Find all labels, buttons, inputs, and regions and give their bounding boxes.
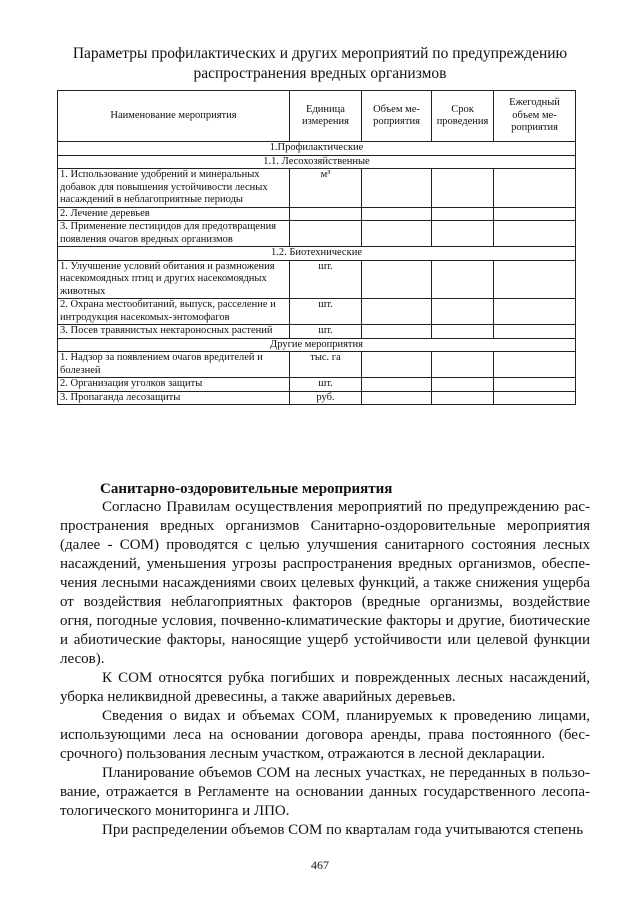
row-unit: шт. (290, 325, 362, 339)
header-annual-volume: Ежегодный объем мероприятия (494, 91, 576, 142)
row-unit: руб. (290, 391, 362, 405)
header-volume: Объем мероприятия (362, 91, 432, 142)
row-name: 1. Надзор за появлением очагов вредителей и болезней (58, 352, 290, 378)
subsection-row: 1.1. Лесохозяйственные (58, 155, 576, 169)
page-number: 467 (311, 858, 329, 872)
row-unit: шт. (290, 299, 362, 325)
table-title (40, 44, 600, 84)
parameters-table (57, 90, 576, 405)
paragraph: Сведения о видах и объемах СОМ, планируемых к проведению лицами, использующими леса на основании договора аренды, права постоянного (бессрочного) пользования лесным участком, отражаются в лесной декларации. (60, 708, 590, 762)
paragraph: Планирование объемов СОМ на лесных участках, не переданных в пользование, отражается в Регламенте на основании данных государственного лесопатологического мониторинга и ЛПО. (60, 765, 590, 819)
row-name: 3. Посев травянистых нектароносных растений (58, 325, 290, 339)
table-row (58, 352, 576, 378)
title-line-1: Параметры профилактических и других мероприятий по предупреждению (72, 45, 568, 62)
table-header-row (58, 91, 576, 142)
row-unit: м³ (290, 169, 362, 208)
header-name: Наименование мероприятия (58, 91, 290, 142)
row-unit: шт. (290, 378, 362, 392)
row-unit: тыс. га (290, 352, 362, 378)
table-row (58, 221, 576, 247)
title-line-2: распространения вредных организмов (193, 65, 447, 82)
header-term: Срок проведения (432, 91, 494, 142)
row-name: 2. Охрана местообитаний, выпуск, расселение и интродукция насекомых-энтомофагов (58, 299, 290, 325)
row-name: 2. Лечение деревьев (58, 207, 290, 221)
section-row: 1.Профилактические (58, 142, 576, 156)
row-unit: шт. (290, 260, 362, 299)
table-row (58, 260, 576, 299)
row-name: 3. Применение пестицидов для предотвращения появления очагов вредных организмов (58, 221, 290, 247)
table-row (58, 378, 576, 392)
header-unit: Единица измерения (290, 91, 362, 142)
table-row (58, 207, 576, 221)
table-row (58, 325, 576, 339)
row-name: 2. Организация уголков защиты (58, 378, 290, 392)
paragraph: При распределении объемов СОМ по кварталам года учитываются степень (102, 822, 584, 838)
row-name: 3. Пропаганда лесозащиты (58, 391, 290, 405)
row-unit (290, 221, 362, 247)
body-text (60, 498, 590, 840)
paragraph: К СОМ относятся рубка погибших и поврежденных лесных насаждений, уборка неликвидной древесины, а также аварийных деревьев. (60, 670, 590, 705)
table-row (58, 299, 576, 325)
subsection-row: 1.2. Биотехнические (58, 247, 576, 261)
section-heading: Санитарно-оздоровительные мероприятия (100, 481, 393, 497)
table-row (58, 169, 576, 208)
section-row: Другие мероприятия (58, 338, 576, 352)
row-unit (290, 207, 362, 221)
row-name: 1. Улучшение условий обитания и размножения насекомоядных птиц и других насекомоядных животных (58, 260, 290, 299)
table-row (58, 391, 576, 405)
row-name: 1. Использование удобрений и минеральных добавок для повышения устойчивости лесных насаждений в неблагоприятные периоды (58, 169, 290, 208)
paragraph: Согласно Правилам осуществления мероприятий по предупреждению распространения вредных организмов Санитарно-оздоровительные мероприятия (далее - СОМ) проводятся с целью улучшения санитарного состояния лесных насаждений, уменьшения угрозы распространения вредных организмов, обеспечения лесными насаждениями своих целевых функций, а также снижения ущерба от воздействия неблагоприятных факторов (вредные организмы, воздействие огня, погодные условия, почвенно-климатические факторы и другие, биотические и абиотические факторы, наносящие ущерб устойчивости или целевой функции лесов). (60, 499, 590, 667)
